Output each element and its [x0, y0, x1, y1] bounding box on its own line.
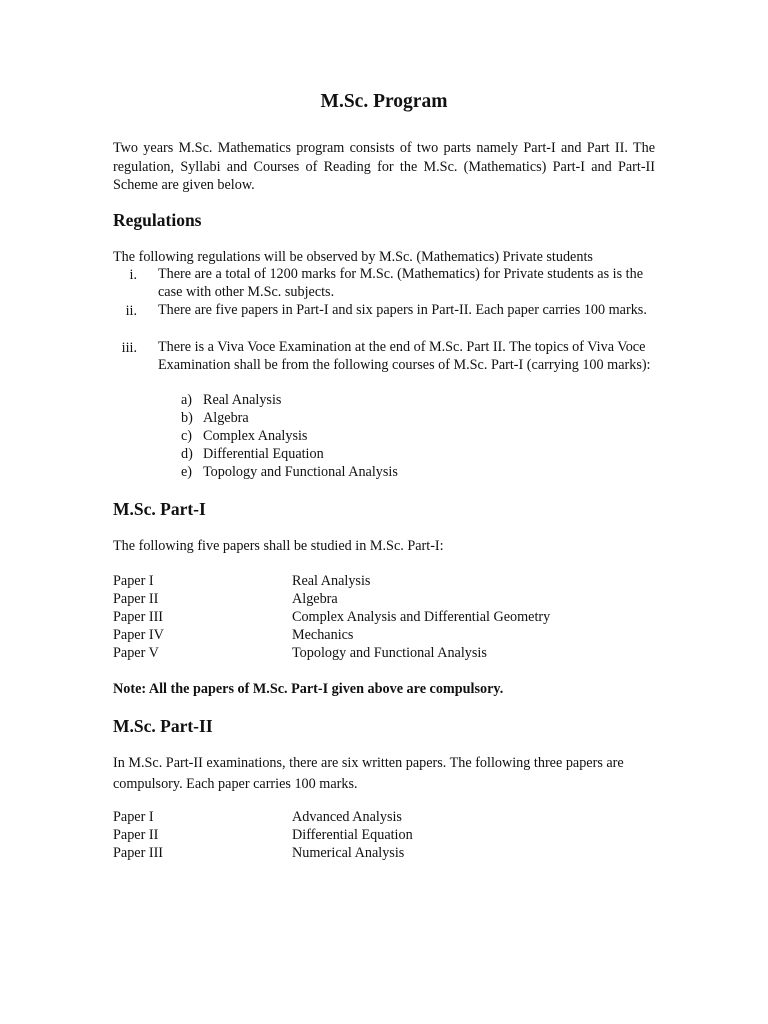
paper-subject: Topology and Functional Analysis — [292, 645, 487, 661]
paper-number: Paper III — [113, 845, 164, 861]
compulsory-note: Note: All the papers of M.Sc. Part-I given above are compulsory. — [113, 681, 504, 697]
paper-number: Paper III — [113, 609, 164, 625]
paper-number: Paper II — [113, 827, 159, 843]
paper-subject: Algebra — [292, 591, 338, 607]
part2-heading: M.Sc. Part-II — [113, 716, 213, 736]
part2-intro: In M.Sc. Part-II examinations, there are six written papers. The following three papers are compulsory. Each paper carries 100 marks. — [113, 755, 624, 792]
paper-subject: Real Analysis — [292, 573, 371, 589]
viva-course-label: d) — [181, 446, 193, 462]
viva-course-label: e) — [181, 464, 193, 480]
viva-course-text: Differential Equation — [203, 446, 324, 462]
paper-subject: Numerical Analysis — [292, 845, 405, 861]
regulation-text: There is a Viva Voce Examination at the end of M.Sc. Part II. The topics of Viva Voce Examination shall be from the following courses of M.Sc. Part-I (carrying 100 marks): — [158, 339, 651, 373]
intro-paragraph: Two years M.Sc. Mathematics program consists of two parts namely Part-I and Part II. The regulation, Syllabi and Courses of Reading for the M.Sc. (Mathematics) Part-I and Part-II Scheme are given below. — [113, 140, 655, 193]
part1-lead: The following five papers shall be studied in M.Sc. Part-I: — [113, 538, 444, 554]
paper-subject: Differential Equation — [292, 827, 413, 843]
paper-subject: Mechanics — [292, 627, 354, 643]
part1-heading: M.Sc. Part-I — [113, 499, 206, 519]
paper-number: Paper I — [113, 573, 154, 589]
paper-subject: Complex Analysis and Differential Geometry — [292, 609, 551, 625]
viva-course-label: b) — [181, 410, 193, 426]
viva-course-label: c) — [181, 428, 193, 444]
regulation-text: There are five papers in Part-I and six papers in Part-II. Each paper carries 100 marks. — [158, 302, 647, 318]
paper-number: Paper IV — [113, 627, 164, 643]
regulation-text: There are a total of 1200 marks for M.Sc. (Mathematics) for Private students as is the case with other M.Sc. subjects. — [158, 266, 643, 300]
paper-number: Paper I — [113, 809, 154, 825]
paper-subject: Advanced Analysis — [292, 809, 402, 825]
regulation-number: i. — [129, 267, 137, 283]
regulations-lead: The following regulations will be observed by M.Sc. (Mathematics) Private students — [113, 249, 593, 265]
regulation-number: iii. — [121, 340, 137, 356]
page-title: M.Sc. Program — [320, 91, 448, 112]
viva-course-text: Algebra — [203, 410, 249, 426]
viva-course-text: Complex Analysis — [203, 428, 308, 444]
viva-course-label: a) — [181, 392, 193, 408]
paper-number: Paper V — [113, 645, 159, 661]
viva-course-text: Topology and Functional Analysis — [203, 464, 398, 480]
viva-course-text: Real Analysis — [203, 392, 282, 408]
regulation-number: ii. — [125, 303, 137, 319]
regulations-heading: Regulations — [113, 210, 202, 230]
paper-number: Paper II — [113, 591, 159, 607]
